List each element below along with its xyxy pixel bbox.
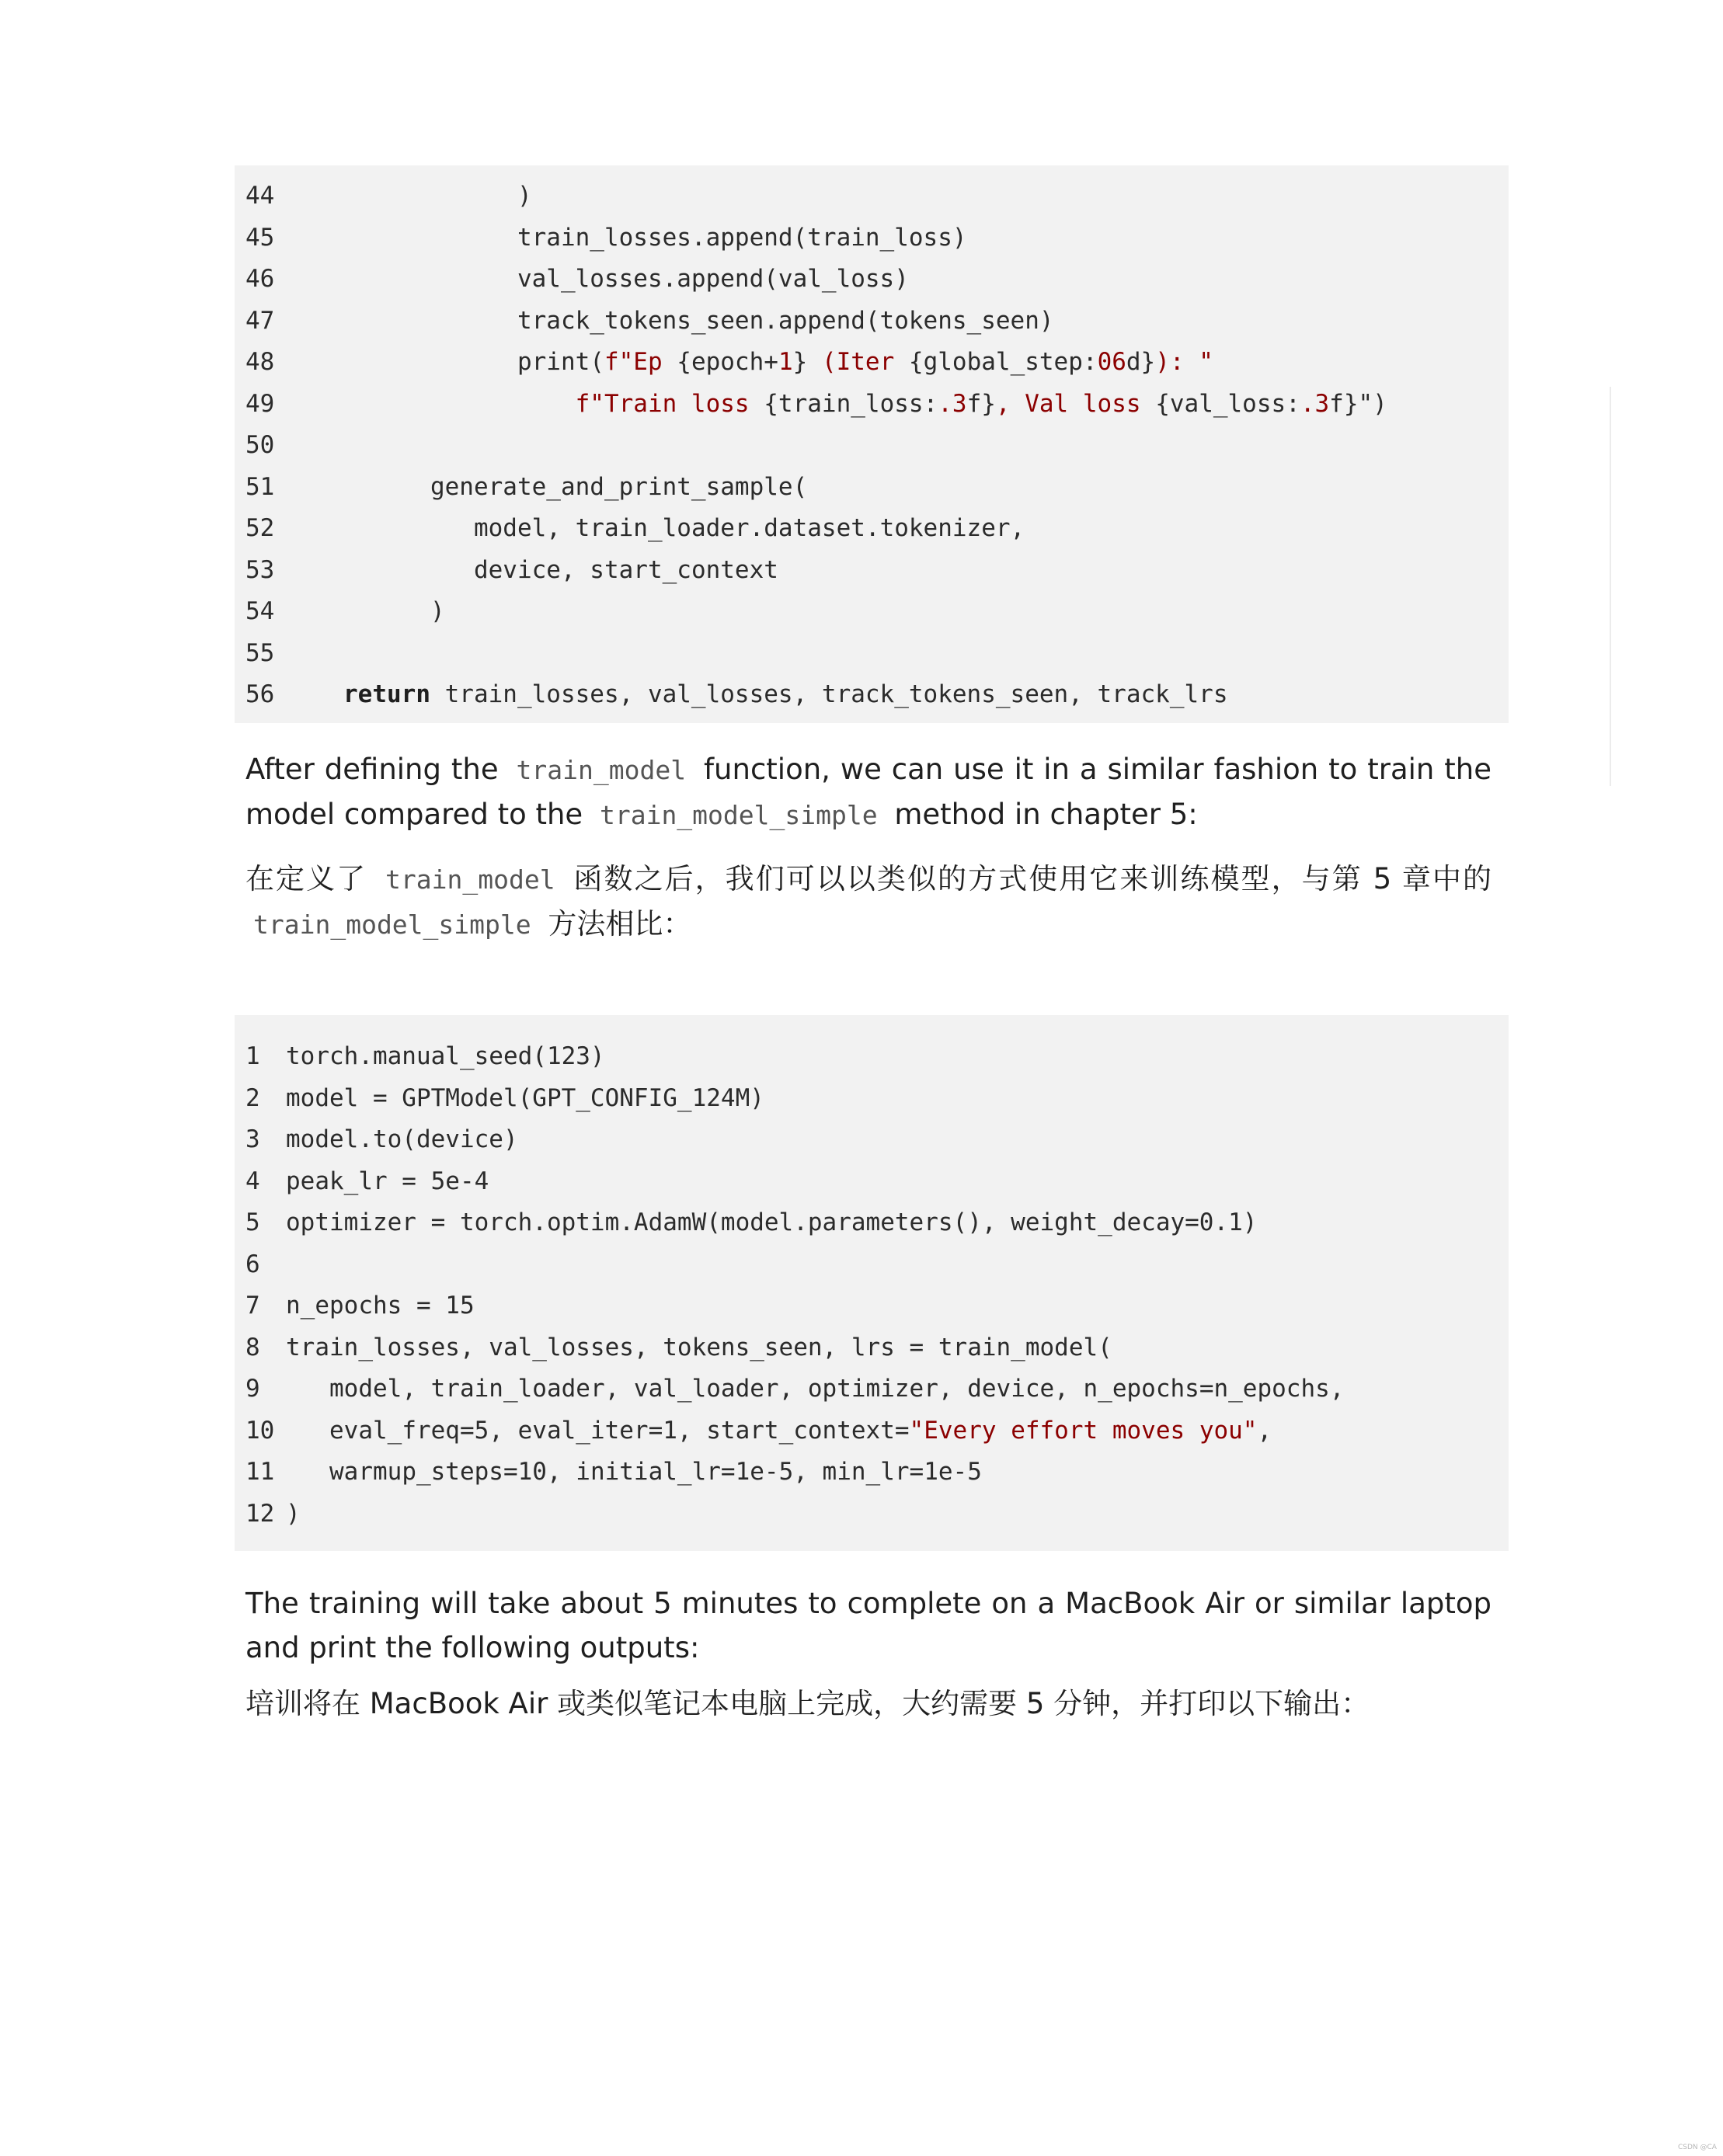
code-text: } <box>792 348 822 376</box>
code-indent <box>343 265 517 293</box>
inline-code: train_model_simple <box>253 909 531 940</box>
line-number: 55 <box>245 638 275 667</box>
para-text: 函数之后，我们可以以类似的方式使用它来训练模型，与第 5 章中的 <box>573 862 1492 895</box>
code-line <box>235 1161 1509 1202</box>
code-content <box>286 1202 1257 1243</box>
code-text: f}") <box>1329 389 1387 418</box>
code-line <box>235 1244 1509 1285</box>
code-content <box>286 1036 605 1077</box>
code-text: print( <box>517 348 604 376</box>
code-text: n_epochs = 15 <box>286 1292 475 1320</box>
line-number: 51 <box>245 472 275 501</box>
code-string: ): " <box>1155 348 1213 376</box>
code-content <box>286 1410 1272 1452</box>
code-string: f"Ep <box>604 348 677 376</box>
line-number: 2 <box>245 1083 260 1112</box>
line-number: 56 <box>245 680 275 708</box>
code-indent <box>343 224 517 252</box>
line-number: 3 <box>245 1125 260 1153</box>
code-text: generate_and_print_sample( <box>430 472 808 501</box>
line-number: 48 <box>245 348 275 376</box>
paragraph-chinese-training-note: 培训将在 MacBook Air 或类似笔记本电脑上完成，大约需要 5 分钟，并打印以下输出： <box>245 1687 1370 1720</box>
code-content <box>343 674 1227 715</box>
code-string: (Iter <box>821 348 909 376</box>
para-text: 在定义了 <box>245 862 367 895</box>
code-line <box>235 1036 1509 1077</box>
code-line <box>235 1452 1509 1493</box>
code-line <box>235 1202 1509 1243</box>
code-text: d} <box>1126 348 1156 376</box>
code-indent <box>286 1375 329 1403</box>
para-text: 方法相比： <box>548 907 692 941</box>
line-number: 53 <box>245 555 275 584</box>
code-indent <box>343 307 517 335</box>
inline-code: train_model <box>516 755 687 785</box>
watermark: CSDN @CA <box>1678 2144 1717 2151</box>
code-text: model, train_loader.dataset.tokenizer, <box>473 514 1025 542</box>
code-content <box>343 384 1387 425</box>
code-text: device, start_context <box>473 555 778 584</box>
code-text: eval_freq=5, eval_iter=1, start_context= <box>329 1416 910 1445</box>
code-indent <box>343 348 517 376</box>
code-content <box>343 591 445 632</box>
code-text: train_losses, val_losses, tokens_seen, lrs = train_model( <box>286 1333 1112 1361</box>
code-string: "Every effort moves you" <box>909 1416 1258 1445</box>
code-content <box>286 1119 518 1160</box>
line-number: 49 <box>245 389 275 418</box>
line-number: 1 <box>245 1042 260 1070</box>
code-line <box>235 508 1509 549</box>
code-content <box>343 259 909 300</box>
line-number: 11 <box>245 1458 275 1486</box>
code-line <box>235 1119 1509 1160</box>
code-indent <box>343 597 430 625</box>
code-content <box>343 550 778 591</box>
code-content <box>343 508 1025 549</box>
line-number: 46 <box>245 265 275 293</box>
line-number: 8 <box>245 1333 260 1361</box>
line-number: 52 <box>245 514 275 542</box>
code-string: , Val loss <box>995 389 1156 418</box>
code-line <box>235 1494 1509 1535</box>
code-text: train_losses.append(train_loss) <box>517 223 967 252</box>
code-indent <box>343 473 430 501</box>
code-content <box>286 1452 982 1493</box>
code-line <box>235 1410 1509 1452</box>
code-text: {global_step: <box>908 348 1098 376</box>
code-line <box>235 425 1509 466</box>
code-string: .3 <box>1300 389 1330 418</box>
code-content <box>286 1494 301 1535</box>
code-line <box>235 384 1509 425</box>
code-line <box>235 674 1509 715</box>
code-indent <box>286 1417 329 1445</box>
para-text: method in chapter 5: <box>894 798 1198 831</box>
code-block-training-setup <box>235 1015 1509 1551</box>
inline-code: train_model <box>385 864 555 895</box>
code-text: , <box>1257 1416 1272 1445</box>
inline-code: train_model_simple <box>599 800 878 830</box>
code-indent <box>286 1458 329 1486</box>
code-content <box>343 467 807 508</box>
code-content <box>343 176 532 217</box>
code-string: .3 <box>938 389 967 418</box>
code-text: ) <box>517 182 532 210</box>
code-content <box>286 1285 475 1327</box>
line-number: 5 <box>245 1208 260 1236</box>
code-text: warmup_steps=10, initial_lr=1e-5, min_lr=1e-5 <box>329 1458 982 1486</box>
code-line <box>235 217 1509 259</box>
code-line <box>235 1368 1509 1410</box>
code-text: torch.manual_seed(123) <box>286 1042 605 1070</box>
line-number: 50 <box>245 431 275 459</box>
code-text: {epoch+ <box>677 348 778 376</box>
code-text: f} <box>966 389 996 418</box>
code-indent <box>343 182 517 210</box>
code-content <box>343 301 1054 342</box>
code-text: ) <box>430 597 445 625</box>
code-content <box>286 1078 764 1119</box>
code-text: {train_loss: <box>764 389 938 418</box>
code-line <box>235 550 1509 591</box>
para-text: After defining the <box>245 753 499 786</box>
code-text: val_losses.append(val_loss) <box>517 265 909 293</box>
line-number: 47 <box>245 306 275 335</box>
code-text: {val_loss: <box>1155 389 1300 418</box>
code-line <box>235 1285 1509 1327</box>
code-text: ) <box>286 1499 301 1528</box>
code-content <box>286 1368 1344 1410</box>
code-line <box>235 1327 1509 1368</box>
code-string: f"Train loss <box>575 389 764 418</box>
line-number: 10 <box>245 1416 275 1445</box>
code-block-training-loop <box>235 165 1509 723</box>
line-number: 44 <box>245 182 275 210</box>
code-indent <box>343 556 474 584</box>
code-line <box>235 591 1509 632</box>
paragraph-english-intro <box>245 747 1492 837</box>
code-content <box>343 342 1213 383</box>
line-number: 9 <box>245 1375 260 1403</box>
code-text: model, train_loader, val_loader, optimizer, device, n_epochs=n_epochs, <box>329 1375 1345 1403</box>
code-string: 06 <box>1097 348 1126 376</box>
code-text: model = GPTModel(GPT_CONFIG_124M) <box>286 1083 764 1112</box>
code-line <box>235 633 1509 674</box>
code-indent <box>343 514 474 542</box>
paragraph-chinese-intro <box>245 857 1492 947</box>
code-line <box>235 342 1509 383</box>
code-line <box>235 301 1509 342</box>
code-indent <box>343 390 576 418</box>
scrollbar-track[interactable] <box>1610 387 1611 786</box>
paragraph-english-training-note: The training will take about 5 minutes to complete on a MacBook Air or similar laptop and print the following outputs: <box>245 1587 1492 1664</box>
code-line <box>235 176 1509 217</box>
line-number: 7 <box>245 1292 260 1320</box>
code-text: model.to(device) <box>286 1125 518 1153</box>
code-text: optimizer = torch.optim.AdamW(model.parameters(), weight_decay=0.1) <box>286 1208 1258 1236</box>
code-line <box>235 1078 1509 1119</box>
code-line <box>235 467 1509 508</box>
code-text: track_tokens_seen.append(tokens_seen) <box>517 306 1054 335</box>
line-number: 54 <box>245 597 275 625</box>
code-line <box>235 259 1509 300</box>
para-text: function, we can use it in a similar fashion to train the model compared to the <box>245 753 1492 831</box>
code-content <box>343 217 967 259</box>
line-number: 6 <box>245 1250 260 1278</box>
code-text: train_losses, val_losses, track_tokens_seen, track_lrs <box>430 680 1228 708</box>
code-content <box>286 1327 1112 1368</box>
code-string: 1 <box>778 348 793 376</box>
line-number: 12 <box>245 1499 275 1528</box>
line-number: 4 <box>245 1167 260 1195</box>
line-number: 45 <box>245 223 275 252</box>
code-text: peak_lr = 5e-4 <box>286 1167 489 1195</box>
code-content <box>286 1161 489 1202</box>
code-keyword: return <box>343 680 430 708</box>
